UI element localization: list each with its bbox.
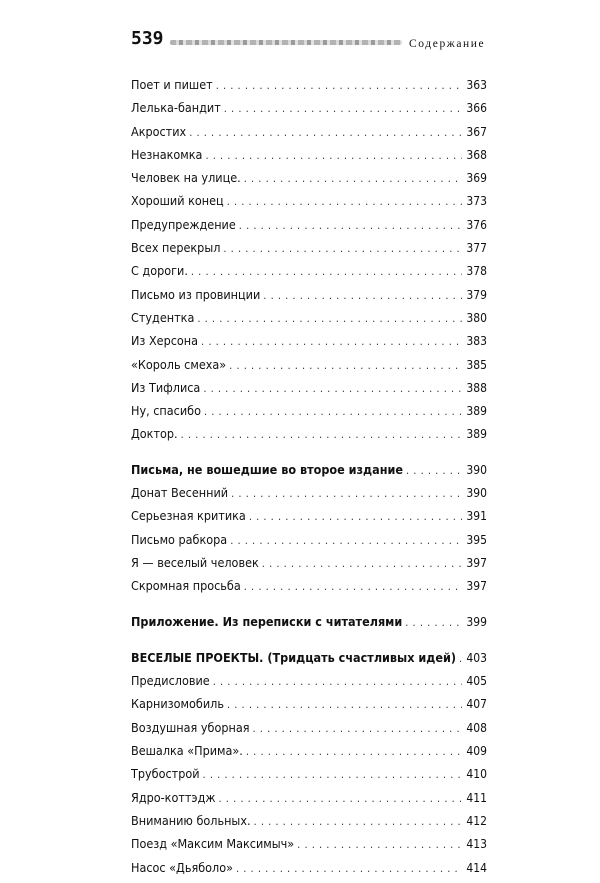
- toc-group-1: [131, 77, 487, 450]
- toc-section-title: Письма, не вошедшие во второе издание: [131, 461, 404, 477]
- toc-entry[interactable]: [131, 836, 487, 859]
- toc-entry[interactable]: [131, 743, 487, 766]
- toc-entry-page: 395: [466, 532, 487, 547]
- toc-entry-page: 407: [466, 697, 487, 712]
- toc-entry-title: Письмо рабкора: [131, 531, 228, 547]
- toc-entry-page: 377: [466, 241, 487, 256]
- dot-leader: [223, 242, 462, 255]
- toc-entry-page: 383: [466, 334, 487, 349]
- toc-entry-title: Трубострой: [131, 766, 200, 782]
- toc-entry-page: 369: [466, 171, 487, 186]
- toc-entry-title: Предупреждение: [131, 216, 236, 232]
- toc-entry-title: Письмо из провинции: [131, 286, 261, 302]
- dot-leader: [201, 335, 462, 348]
- toc-entry[interactable]: [131, 485, 487, 508]
- toc-section-heading[interactable]: [131, 614, 487, 637]
- toc-group-4: [131, 673, 487, 883]
- toc-entry-title: Из Тифлиса: [131, 379, 201, 395]
- toc-entry-page: 405: [466, 674, 487, 689]
- dot-leader: [189, 126, 462, 139]
- toc-entry-page: 410: [466, 767, 487, 782]
- toc-section-title: ВЕСЕЛЫЕ ПРОЕКТЫ. (Тридцать счастливых идей): [131, 649, 456, 665]
- toc-entry[interactable]: [131, 720, 487, 743]
- dot-leader: [191, 265, 463, 278]
- toc-entry[interactable]: [131, 147, 487, 170]
- toc-entry-title: Ну, спасибо: [131, 403, 201, 419]
- toc-entry-title: Студентка: [131, 309, 195, 325]
- toc-entry[interactable]: [131, 217, 487, 240]
- toc-entry-title: Поезд «Максим Максимыч»: [131, 836, 295, 852]
- dot-leader: [244, 580, 463, 593]
- toc-entry-title: Лелька-бандит: [131, 100, 221, 116]
- toc-entry-title: Человек на улице.: [131, 170, 241, 186]
- toc-entry[interactable]: [131, 403, 487, 426]
- toc-entry-page: 385: [466, 357, 487, 372]
- toc-entry-title: Серьезная критика: [131, 508, 246, 524]
- toc-entry-title: Хороший конец: [131, 193, 224, 209]
- toc-entry[interactable]: [131, 310, 487, 333]
- dot-leader: [213, 675, 463, 688]
- toc-entry[interactable]: [131, 193, 487, 216]
- dot-leader: [253, 722, 463, 735]
- toc-entry[interactable]: [131, 240, 487, 263]
- toc-entry[interactable]: [131, 555, 487, 578]
- toc-entry[interactable]: [131, 860, 487, 883]
- toc-entry[interactable]: [131, 170, 487, 193]
- dot-leader: [204, 405, 462, 418]
- toc-entry-title: Карнизомобиль: [131, 696, 224, 712]
- toc-entry-title: Ядро-коттэдж: [131, 789, 216, 805]
- dot-leader: [224, 102, 463, 115]
- toc-section-heading[interactable]: [131, 462, 487, 485]
- toc-entry[interactable]: [131, 77, 487, 100]
- toc-section-title: Приложение. Из переписки с читателями: [131, 613, 403, 629]
- dot-leader: [297, 838, 462, 851]
- toc-entry-title: Я — веселый человек: [131, 554, 259, 570]
- toc-entry[interactable]: [131, 696, 487, 719]
- toc-section-page: 403: [466, 650, 487, 665]
- toc-entry-page: 412: [466, 813, 487, 828]
- toc-entry-title: Воздушная уборная: [131, 719, 250, 735]
- toc-entry[interactable]: [131, 357, 487, 380]
- dot-leader: [216, 79, 463, 92]
- toc-entry-page: 373: [466, 194, 487, 209]
- toc-entry[interactable]: [131, 508, 487, 531]
- toc-entry-page: 409: [466, 744, 487, 759]
- toc-entry[interactable]: [131, 287, 487, 310]
- toc-entry[interactable]: [131, 790, 487, 813]
- toc-entry-page: 388: [466, 380, 487, 395]
- spacer: [131, 602, 487, 614]
- header-rule: [170, 40, 402, 45]
- dot-leader: [244, 172, 463, 185]
- dot-leader: [181, 428, 463, 441]
- dot-leader: [227, 698, 462, 711]
- toc-entry[interactable]: [131, 813, 487, 836]
- toc-entry-title: Из Херсона: [131, 333, 199, 349]
- toc-entry-page: 366: [466, 101, 487, 116]
- spacer: [131, 637, 487, 650]
- dot-leader: [229, 359, 462, 372]
- dot-leader: [205, 149, 462, 162]
- toc-entry-page: 390: [466, 486, 487, 501]
- toc-entry-page: 363: [466, 78, 487, 92]
- dot-leader: [203, 768, 463, 781]
- toc-entry[interactable]: [131, 673, 487, 696]
- toc-entry-page: 378: [466, 264, 487, 279]
- toc-entry[interactable]: [131, 532, 487, 555]
- dot-leader: [246, 745, 463, 758]
- toc-entry-page: 380: [466, 310, 487, 325]
- toc-entry[interactable]: [131, 263, 487, 286]
- toc-entry-title: Донат Весенний: [131, 485, 229, 501]
- toc-entry[interactable]: [131, 380, 487, 403]
- toc-entry[interactable]: [131, 124, 487, 147]
- toc-entry-page: 391: [466, 509, 487, 524]
- toc-entry[interactable]: [131, 578, 487, 601]
- toc-entry[interactable]: [131, 426, 487, 449]
- toc-entry-page: 411: [466, 790, 487, 805]
- toc-entry[interactable]: [131, 333, 487, 356]
- dot-leader: [249, 510, 463, 523]
- toc-entry-page: 397: [466, 555, 487, 570]
- toc-section-page: 399: [466, 614, 487, 629]
- toc-entry-title: Незнакомка: [131, 146, 203, 162]
- dot-leader: [203, 382, 462, 395]
- page-number: 539: [131, 28, 164, 49]
- dot-leader: [254, 815, 463, 828]
- dot-leader: [405, 616, 462, 629]
- spacer: [131, 450, 487, 462]
- toc-section-page: 390: [466, 462, 487, 477]
- toc-entry-page: 367: [466, 124, 487, 139]
- dot-leader: [406, 464, 462, 477]
- toc-entry-title: Вешалка «Прима».: [131, 743, 243, 759]
- toc-entry-title: Предисловие: [131, 673, 210, 689]
- toc-entry-page: 397: [466, 579, 487, 594]
- dot-leader: [197, 312, 462, 325]
- toc-entry-title: Всех перекрыл: [131, 240, 221, 256]
- toc-group-2: [131, 485, 487, 601]
- toc-entry-title: Поет и пишет: [131, 77, 213, 92]
- toc-entry[interactable]: [131, 100, 487, 123]
- dot-leader: [219, 792, 463, 805]
- dot-leader: [236, 862, 462, 875]
- toc-entry-page: 379: [466, 287, 487, 302]
- toc-entry-page: 376: [466, 217, 487, 232]
- toc-entry-title: Вниманию больных.: [131, 812, 251, 828]
- toc-entry-title: «Король смеха»: [131, 356, 227, 372]
- dot-leader: [230, 534, 462, 547]
- dot-leader: [231, 487, 462, 500]
- toc-entry-page: 368: [466, 147, 487, 162]
- toc-entry-title: Доктор.: [131, 426, 178, 442]
- toc-entry-title: Акростих: [131, 123, 187, 139]
- toc-entry-page: 389: [466, 404, 487, 419]
- dot-leader: [263, 289, 462, 302]
- dot-leader: [262, 557, 463, 570]
- dot-leader: [239, 219, 463, 232]
- toc-section-heading[interactable]: [131, 650, 487, 673]
- toc-entry-title: Насос «Дьяболо»: [131, 859, 233, 875]
- table-of-contents: [131, 77, 487, 883]
- running-title: Содержание: [409, 38, 486, 50]
- toc-entry-page: 408: [466, 720, 487, 735]
- toc-entry-title: С дороги.: [131, 263, 188, 279]
- toc-entry[interactable]: [131, 766, 487, 789]
- toc-entry-page: 413: [466, 837, 487, 852]
- toc-entry-title: Скромная просьба: [131, 578, 241, 594]
- dot-leader: [227, 195, 463, 208]
- toc-entry-page: 414: [466, 860, 487, 875]
- toc-entry-page: 389: [466, 427, 487, 442]
